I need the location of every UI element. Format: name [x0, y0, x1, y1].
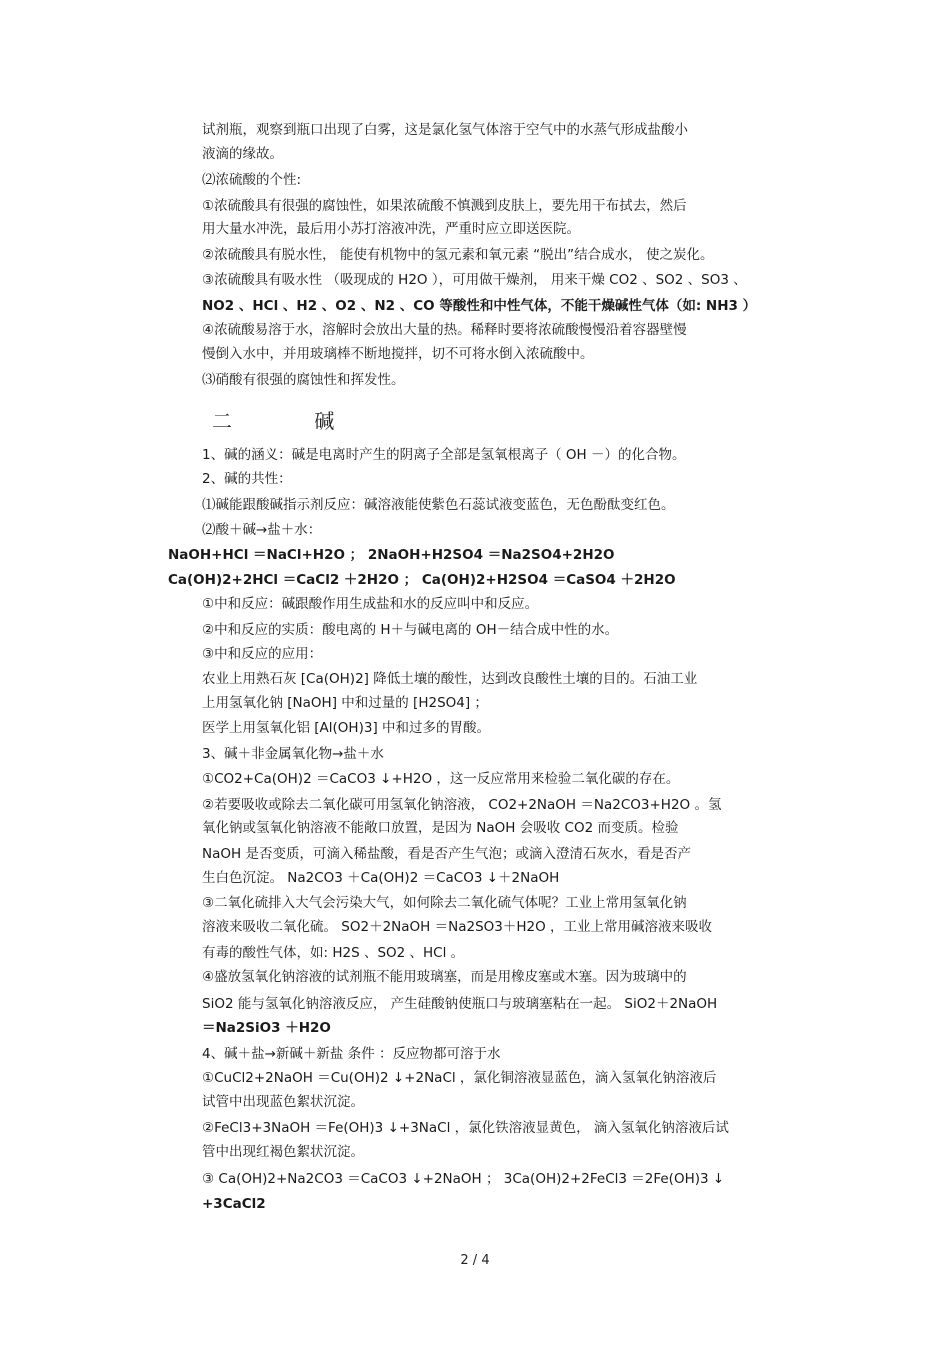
text-line: +3CaCl2 — [202, 1196, 266, 1212]
text-line: 试管中出现蓝色絮状沉淀。 — [202, 1094, 364, 1110]
text-line: NaOH 是否变质，可滴入稀盐酸，看是否产生气泡；或滴入澄清石灰水，看是否产 — [202, 846, 691, 862]
text-line: 3、碱＋非金属氧化物→盐＋水 — [202, 746, 384, 762]
text-line: 有毒的酸性气体，如: H2S 、SO2 、HCl 。 — [202, 945, 465, 961]
text-line: NO2 、HCl 、H2 、O2 、N2 、CO 等酸性和中性气体，不能干燥碱性气体（如: NH3 ） — [202, 298, 757, 314]
text-line: 农业上用熟石灰 [Ca(OH)2] 降低土壤的酸性，达到改良酸性土壤的目的。石油工业 — [202, 671, 698, 687]
page-number: 2 / 4 — [460, 1253, 490, 1268]
text-line: 上用氢氧化钠 [NaOH] 中和过量的 [H2SO4] ； — [202, 695, 488, 711]
text-line: ⑵浓硫酸的个性: — [202, 172, 302, 188]
section-heading: 二 碱 — [212, 409, 373, 433]
text-line: ③ Ca(OH)2+Na2CO3 ＝CaCO3 ↓+2NaOH ； 3Ca(OH)2+2FeCl3 ＝2Fe(OH)3 ↓ — [202, 1171, 725, 1187]
text-line: 医学上用氢氧化铝 [Al(OH)3] 中和过多的胃酸。 — [202, 720, 491, 736]
text-line: ④浓硫酸易溶于水，溶解时会放出大量的热。稀释时要将浓硫酸慢慢沿着容器壁慢 — [202, 322, 687, 338]
text-line: ②若要吸收或除去二氧化碳可用氢氧化钠溶液， CO2+2NaOH ＝Na2CO3+H2O 。氢 — [202, 797, 722, 813]
text-line: 1、碱的涵义：碱是电离时产生的阴离子全部是氢氧根离子（ OH －）的化合物。 — [202, 447, 686, 463]
equation-line: Ca(OH)2+2HCl ＝CaCl2 ＋2H2O ； Ca(OH)2+H2SO4 ＝CaSO4 ＋2H2O — [168, 572, 676, 588]
text-line: ①中和反应：碱跟酸作用生成盐和水的反应叫中和反应。 — [202, 596, 539, 612]
text-line: ③中和反应的应用： — [202, 646, 323, 662]
text-line: ③浓硫酸具有吸水性 （吸现成的 H2O ），可用做干燥剂， 用来干燥 CO2 、SO2 、SO3 、 — [202, 272, 747, 288]
text-line: ⑶硝酸有很强的腐蚀性和挥发性。 — [202, 372, 405, 388]
text-line: 4、碱＋盐→新碱＋新盐 条件 ：反应物都可溶于水 — [202, 1046, 501, 1062]
text-line: ②中和反应的实质：酸电离的 H＋与碱电离的 OH－结合成中性的水。 — [202, 622, 619, 638]
text-line: ①浓硫酸具有很强的腐蚀性，如果浓硫酸不慎溅到皮肤上，要先用干布拭去，然后 — [202, 198, 687, 214]
text-line: ①CuCl2+2NaOH ＝Cu(OH)2 ↓+2NaCl ，氯化铜溶液显蓝色，滴入氢氧化钠溶液后 — [202, 1070, 717, 1086]
text-line: 氧化钠或氢氧化钠溶液不能敞口放置，是因为 NaOH 会吸收 CO2 而变质。检验 — [202, 820, 679, 836]
text-line: 用大量水冲洗，最后用小苏打溶液冲洗，严重时应立即送医院。 — [202, 221, 580, 237]
text-line: ①CO2+Ca(OH)2 ＝CaCO3 ↓+H2O ，这一反应常用来检验二氧化碳的存在。 — [202, 771, 680, 787]
text-line: ⑴碱能跟酸碱指示剂反应：碱溶液能使紫色石蕊试液变蓝色，无色酚酞变红色。 — [202, 497, 675, 513]
text-line: 溶液来吸收二氧化硫。 SO2＋2NaOH ＝Na2SO3＋H2O ，工业上常用碱溶液来吸收 — [202, 919, 713, 935]
text-line: 生白色沉淀。 Na2CO3 ＋Ca(OH)2 ＝CaCO3 ↓＋2NaOH — [202, 870, 560, 886]
text-line: 液滴的缘故。 — [202, 146, 283, 162]
text-line: ＝Na2SiO3 ＋H2O — [202, 1020, 331, 1036]
text-line: ⑵酸＋碱→盐＋水： — [202, 522, 322, 538]
text-line: 慢倒入水中，并用玻璃棒不断地搅拌，切不可将水倒入浓硫酸中。 — [202, 346, 594, 362]
text-line: ②FeCl3+3NaOH ＝Fe(OH)3 ↓+3NaCl ，氯化铁溶液显黄色， 滴入氢氧化钠溶液后试 — [202, 1120, 729, 1136]
text-line: SiO2 能与氢氧化钠溶液反应， 产生硅酸钠使瓶口与玻璃塞粘在一起。 SiO2＋2NaOH — [202, 996, 718, 1012]
text-line: ④盛放氢氧化钠溶液的试剂瓶不能用玻璃塞，而是用橡皮塞或木塞。因为玻璃中的 — [202, 969, 687, 985]
text-line: 2、碱的共性： — [202, 471, 292, 487]
text-line: 试剂瓶，观察到瓶口出现了白雾，这是氯化氢气体溶于空气中的水蒸气形成盐酸小 — [202, 122, 688, 138]
text-line: 管中出现红褐色絮状沉淀。 — [202, 1144, 364, 1160]
text-line: ③二氧化硫排入大气会污染大气，如何除去二氧化硫气体呢？工业上常用氢氧化钠 — [202, 895, 687, 911]
equation-line: NaOH+HCl ＝NaCl+H2O ； 2NaOH+H2SO4 ＝Na2SO4+2H2O — [168, 547, 615, 563]
text-line: ②浓硫酸具有脱水性， 能使有机物中的氢元素和氧元素 “脱出”结合成水， 使之炭化。 — [202, 247, 714, 263]
